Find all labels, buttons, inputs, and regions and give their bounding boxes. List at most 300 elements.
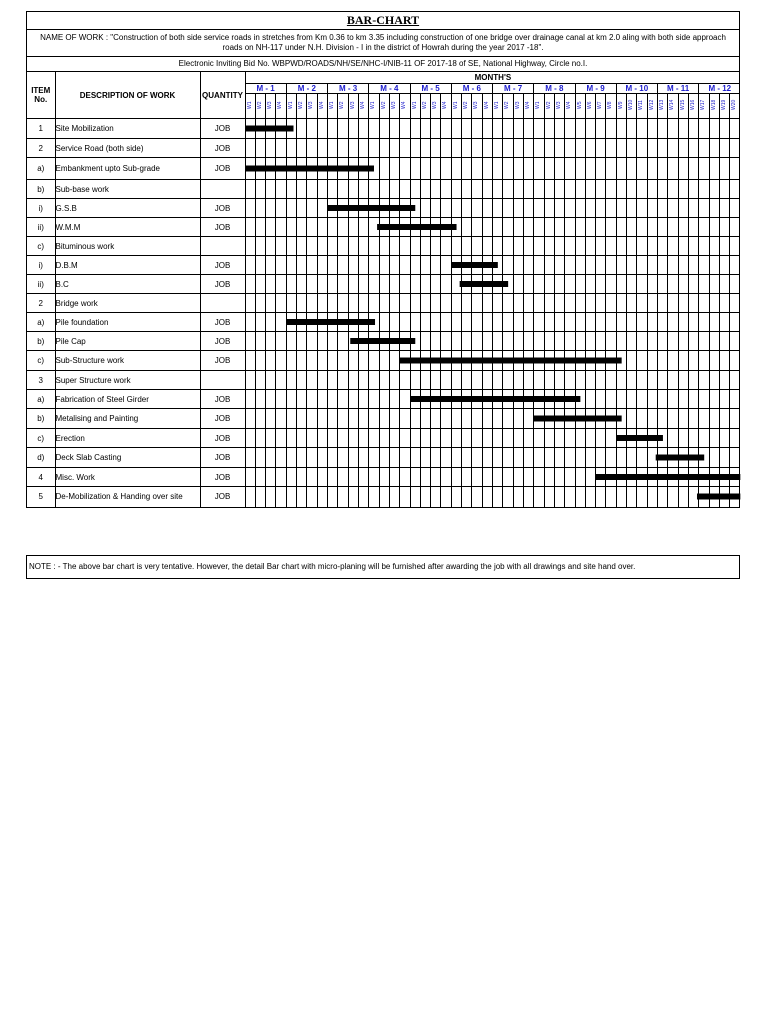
week-cell [699,275,709,294]
week-cell [255,332,265,351]
week-cell [627,275,637,294]
week-label: W2 [380,101,387,109]
week-cell [627,332,637,351]
week-cell [338,429,348,448]
week-cell [348,158,358,180]
week-cell [534,180,544,199]
week-cell [286,294,296,313]
week-cell [379,390,389,409]
week-label: W4 [277,101,284,109]
month-header: M - 1 [245,84,286,94]
week-cell [431,199,441,218]
item-no: b) [27,409,55,429]
week-cell [266,294,276,313]
week-cell [544,429,554,448]
week-cell [462,199,472,218]
week-header [255,94,265,119]
week-cell [513,351,523,371]
week-cell [348,468,358,487]
week-cell [637,468,647,487]
week-label: W2 [504,101,511,109]
week-cell [358,390,368,409]
week-cell [616,218,626,237]
week-cell [596,429,606,448]
week-cell [565,448,575,468]
week-cell [297,237,307,256]
week-cell [544,332,554,351]
week-cell [513,180,523,199]
week-cell [266,237,276,256]
week-cell [503,119,513,139]
item-no: ii) [27,218,55,237]
week-cell [730,390,741,409]
week-cell [688,180,698,199]
week-cell [647,237,657,256]
work-quantity: JOB [200,218,245,237]
week-header [472,94,482,119]
week-cell [616,390,626,409]
week-cell [647,448,657,468]
week-cell [678,158,688,180]
week-cell [482,119,492,139]
work-description: Bridge work [55,294,200,313]
week-cell [276,237,286,256]
week-cell [709,180,719,199]
week-cell [297,448,307,468]
week-cell [627,371,637,390]
week-cell [523,237,533,256]
week-cell [668,468,678,487]
week-header [369,94,379,119]
week-cell [338,390,348,409]
week-cell [658,256,668,275]
week-header [358,94,368,119]
week-header [513,94,523,119]
week-cell [658,158,668,180]
week-header [420,94,430,119]
week-cell [348,256,358,275]
table-row [27,409,740,429]
week-cell [688,119,698,139]
table-row [27,275,740,294]
work-quantity [200,237,245,256]
week-cell [451,237,461,256]
week-cell [637,313,647,332]
week-cell [348,313,358,332]
week-cell [482,199,492,218]
week-cell [544,218,554,237]
week-cell [647,139,657,158]
table-row [27,351,740,371]
week-cell [462,371,472,390]
week-cell [719,275,729,294]
week-label: W2 [256,101,263,109]
week-label: W1 [411,101,418,109]
week-cell [585,199,595,218]
week-label: W16 [689,99,696,111]
week-cell [472,448,482,468]
week-cell [389,275,399,294]
week-cell [266,390,276,409]
week-cell [441,218,451,237]
week-cell [482,332,492,351]
week-cell [420,487,430,507]
week-cell [585,429,595,448]
week-cell [441,371,451,390]
week-cell [389,237,399,256]
week-cell [658,313,668,332]
week-cell [328,275,338,294]
week-cell [328,218,338,237]
week-cell [565,294,575,313]
week-cell [668,332,678,351]
week-cell [627,409,637,429]
week-cell [369,371,379,390]
week-cell [637,332,647,351]
week-cell [462,218,472,237]
item-no: 2 [27,294,55,313]
week-cell [410,294,420,313]
week-cell [307,139,317,158]
week-cell [286,332,296,351]
week-cell [441,468,451,487]
week-cell [606,468,616,487]
week-cell [431,119,441,139]
week-cell [400,332,410,351]
week-cell [585,218,595,237]
week-cell [255,351,265,371]
week-cell [637,487,647,507]
week-cell [420,429,430,448]
week-cell [338,448,348,468]
week-cell [730,371,741,390]
week-cell [513,409,523,429]
week-cell [297,256,307,275]
work-quantity: JOB [200,199,245,218]
week-cell [451,218,461,237]
week-cell [379,119,389,139]
week-header [451,94,461,119]
week-cell [493,351,503,371]
week-cell [276,371,286,390]
week-cell [647,218,657,237]
week-cell [482,158,492,180]
week-cell [575,158,585,180]
week-cell [297,218,307,237]
week-cell [338,199,348,218]
week-cell [307,448,317,468]
week-header [462,94,472,119]
week-cell [730,409,741,429]
week-cell [389,139,399,158]
week-cell [358,199,368,218]
week-cell [431,332,441,351]
week-cell [658,332,668,351]
week-cell [482,468,492,487]
week-cell [534,429,544,448]
week-cell [513,275,523,294]
week-cell [410,256,420,275]
week-cell [462,237,472,256]
week-cell [627,390,637,409]
week-cell [668,351,678,371]
week-cell [286,371,296,390]
week-cell [400,487,410,507]
week-label: W3 [308,101,315,109]
week-header [523,94,533,119]
week-cell [544,180,554,199]
week-cell [627,180,637,199]
week-cell [575,429,585,448]
week-cell [565,371,575,390]
week-cell [523,158,533,180]
week-label: W1 [535,101,542,109]
work-description: Deck Slab Casting [55,448,200,468]
week-cell [637,218,647,237]
work-quantity [200,180,245,199]
week-cell [317,158,327,180]
week-cell [328,448,338,468]
week-cell [431,313,441,332]
week-cell [513,139,523,158]
week-cell [400,139,410,158]
week-cell [317,429,327,448]
week-cell [358,139,368,158]
work-description: Metalising and Painting [55,409,200,429]
week-cell [379,351,389,371]
week-cell [297,139,307,158]
week-cell [658,119,668,139]
item-no: d) [27,448,55,468]
week-cell [647,199,657,218]
week-cell [266,180,276,199]
week-cell [616,429,626,448]
week-cell [493,313,503,332]
week-cell [699,351,709,371]
week-cell [513,256,523,275]
week-label: W4 [566,101,573,109]
week-cell [523,218,533,237]
week-header [637,94,647,119]
week-cell [596,313,606,332]
week-cell [503,313,513,332]
week-cell [276,294,286,313]
bar-chart-sheet [26,11,740,508]
week-label: W9 [617,101,624,109]
month-header: M - 12 [699,84,741,94]
week-cell [699,294,709,313]
week-cell [297,487,307,507]
week-cell [431,409,441,429]
week-cell [493,448,503,468]
week-label: W4 [524,101,531,109]
week-cell [616,294,626,313]
week-cell [420,332,430,351]
week-cell [493,371,503,390]
week-cell [493,468,503,487]
week-cell [565,256,575,275]
week-cell [730,218,741,237]
week-cell [472,294,482,313]
week-cell [348,119,358,139]
week-cell [400,199,410,218]
week-cell [699,139,709,158]
work-quantity: JOB [200,313,245,332]
table-row [27,139,740,158]
week-cell [565,180,575,199]
week-cell [307,256,317,275]
week-cell [523,448,533,468]
week-cell [389,390,399,409]
week-cell [513,119,523,139]
week-cell [709,294,719,313]
week-cell [730,468,741,487]
week-cell [616,487,626,507]
week-cell [658,199,668,218]
week-cell [358,468,368,487]
week-cell [317,468,327,487]
week-header [554,94,564,119]
week-label: W1 [329,101,335,109]
week-cell [338,256,348,275]
week-cell [647,487,657,507]
week-cell [338,237,348,256]
week-cell [266,199,276,218]
week-cell [245,448,255,468]
week-label: W2 [545,101,552,109]
week-cell [389,468,399,487]
week-header [585,94,595,119]
week-header [317,94,327,119]
week-cell [317,139,327,158]
week-cell [554,351,564,371]
table-row [27,256,740,275]
week-cell [678,429,688,448]
week-cell [245,119,255,139]
week-cell [719,218,729,237]
week-cell [699,487,709,507]
week-cell [255,371,265,390]
week-cell [534,390,544,409]
week-cell [534,332,544,351]
week-cell [493,199,503,218]
week-cell [255,448,265,468]
week-cell [410,275,420,294]
table-row [27,158,740,180]
week-cell [647,313,657,332]
week-cell [647,275,657,294]
week-cell [647,332,657,351]
week-cell [307,487,317,507]
week-cell [482,139,492,158]
week-cell [616,180,626,199]
week-cell [379,371,389,390]
week-cell [410,199,420,218]
week-cell [400,119,410,139]
week-cell [441,351,451,371]
week-cell [678,119,688,139]
week-cell [627,468,637,487]
work-quantity: JOB [200,256,245,275]
week-cell [472,429,482,448]
work-quantity: JOB [200,390,245,409]
week-cell [627,256,637,275]
week-cell [379,256,389,275]
week-cell [616,448,626,468]
week-cell [575,237,585,256]
week-cell [276,351,286,371]
week-label: W4 [401,101,408,109]
week-cell [266,409,276,429]
week-cell [410,371,420,390]
week-cell [451,294,461,313]
week-cell [575,468,585,487]
week-cell [266,429,276,448]
item-no: i) [27,199,55,218]
week-cell [493,332,503,351]
week-cell [338,487,348,507]
week-cell [328,487,338,507]
week-cell [688,139,698,158]
page-title-text: BAR-CHART [346,13,420,27]
week-cell [554,332,564,351]
week-cell [441,390,451,409]
week-cell [379,237,389,256]
week-cell [699,448,709,468]
week-cell [472,139,482,158]
week-cell [647,429,657,448]
week-cell [462,294,472,313]
week-cell [389,429,399,448]
week-cell [534,237,544,256]
week-cell [616,199,626,218]
week-cell [441,409,451,429]
week-cell [544,256,554,275]
week-cell [400,409,410,429]
month-header: M - 7 [493,84,534,94]
week-cell [317,294,327,313]
week-cell [678,139,688,158]
week-label: W4 [442,101,449,109]
week-cell [730,158,741,180]
week-cell [255,313,265,332]
week-cell [709,119,719,139]
week-cell [730,180,741,199]
week-cell [493,487,503,507]
week-cell [585,139,595,158]
week-cell [266,119,276,139]
week-cell [616,332,626,351]
week-cell [482,313,492,332]
week-cell [688,390,698,409]
week-header [719,94,729,119]
week-cell [245,468,255,487]
week-cell [730,429,741,448]
week-cell [544,313,554,332]
week-cell [286,351,296,371]
week-cell [616,119,626,139]
week-cell [255,256,265,275]
table-row [27,119,740,139]
week-cell [719,158,729,180]
week-cell [544,487,554,507]
week-cell [462,332,472,351]
week-cell [565,390,575,409]
week-cell [328,313,338,332]
week-cell [286,448,296,468]
week-cell [441,139,451,158]
week-cell [554,390,564,409]
